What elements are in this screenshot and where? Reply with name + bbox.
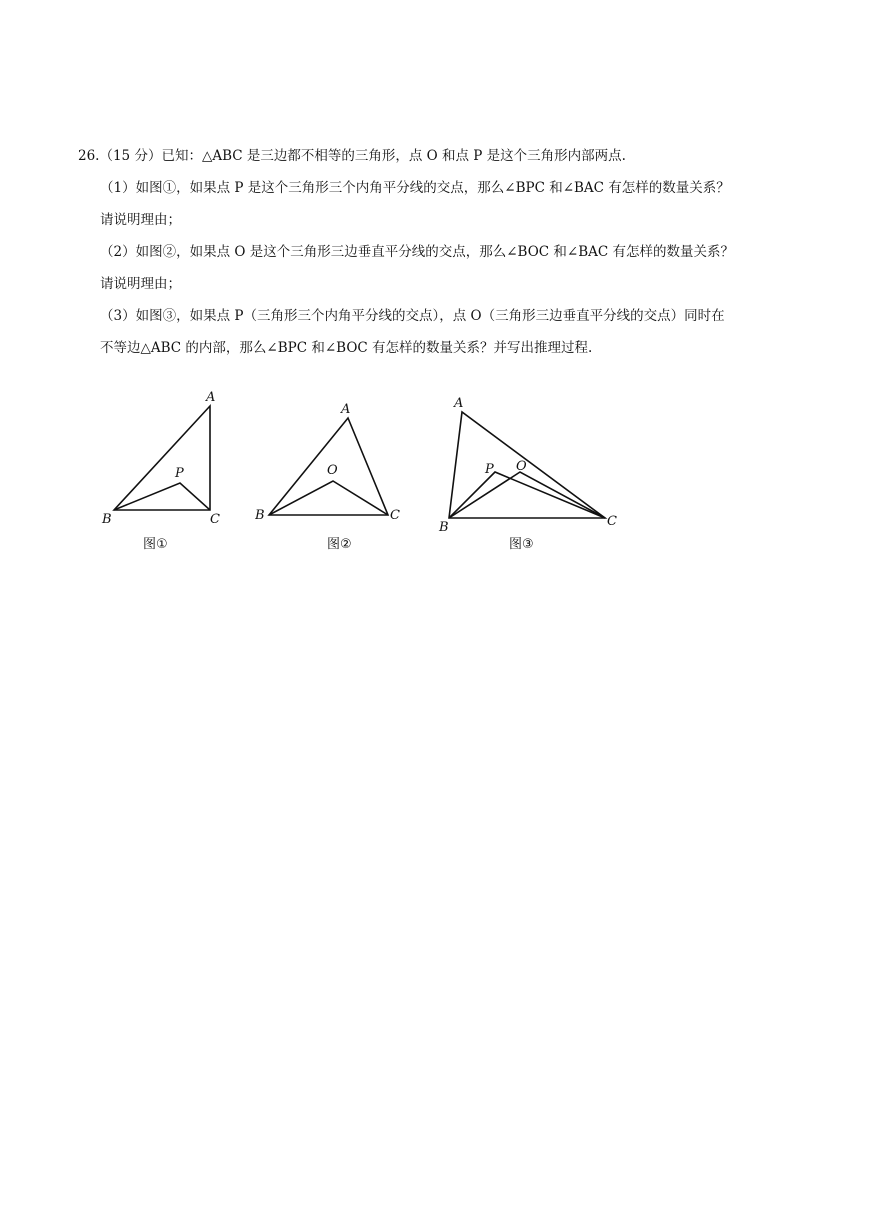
part3-continuation: 不等边△ABC 的内部，那么∠BPC 和∠BOC 有怎样的数量关系？并写出推理过程. — [100, 340, 593, 356]
figure-1 — [100, 388, 240, 552]
label-a-1: A — [206, 390, 216, 405]
figure-3-caption: 图③ — [509, 537, 534, 552]
label-a-2: A — [341, 402, 351, 417]
figure-3-diagram — [435, 388, 635, 533]
angle-bpc-lines-3 — [449, 472, 605, 518]
part2-question: （2）如图②，如果点 O 是这个三角形三边垂直平分线的交点，那么∠BOC 和∠BAC 有怎样的数量关系？ — [100, 244, 735, 260]
label-o-2: O — [327, 463, 338, 478]
part2-continuation: 请说明理由； — [100, 276, 181, 292]
angle-bpc-lines — [114, 483, 210, 510]
label-o-3: O — [516, 459, 527, 474]
angle-boc-lines — [269, 481, 388, 515]
part1-question: （1）如图①，如果点 P 是这个三角形三个内角平分线的交点，那么∠BPC 和∠BAC 有怎样的数量关系？ — [100, 180, 730, 196]
label-b-1: B — [102, 512, 112, 527]
label-a-3: A — [454, 396, 464, 411]
label-p-3: P — [485, 462, 494, 477]
label-c-2: C — [390, 508, 400, 523]
label-b-3: B — [439, 520, 449, 533]
label-p-1: P — [175, 466, 184, 481]
part3-question: （3）如图③，如果点 P（三角形三个内角平分线的交点），点 O（三角形三边垂直平分线的交点）同时在 — [100, 308, 725, 324]
figure-1-caption: 图① — [143, 537, 168, 552]
figure-2-caption: 图② — [327, 537, 352, 552]
label-c-3: C — [607, 514, 617, 529]
figure-1-diagram — [100, 388, 240, 533]
figure-2-diagram — [255, 388, 405, 533]
problem-statement: 26.（15 分）已知：△ABC 是三边都不相等的三角形，点 O 和点 P 是这个三角形内部两点. — [78, 148, 626, 164]
part1-continuation: 请说明理由； — [100, 212, 181, 228]
label-b-2: B — [255, 508, 265, 523]
figures-row — [100, 388, 640, 558]
label-c-1: C — [210, 512, 220, 527]
figure-3 — [435, 388, 635, 552]
triangle-abc-1 — [114, 406, 210, 510]
figure-2 — [255, 388, 405, 552]
problem-text — [78, 140, 798, 364]
